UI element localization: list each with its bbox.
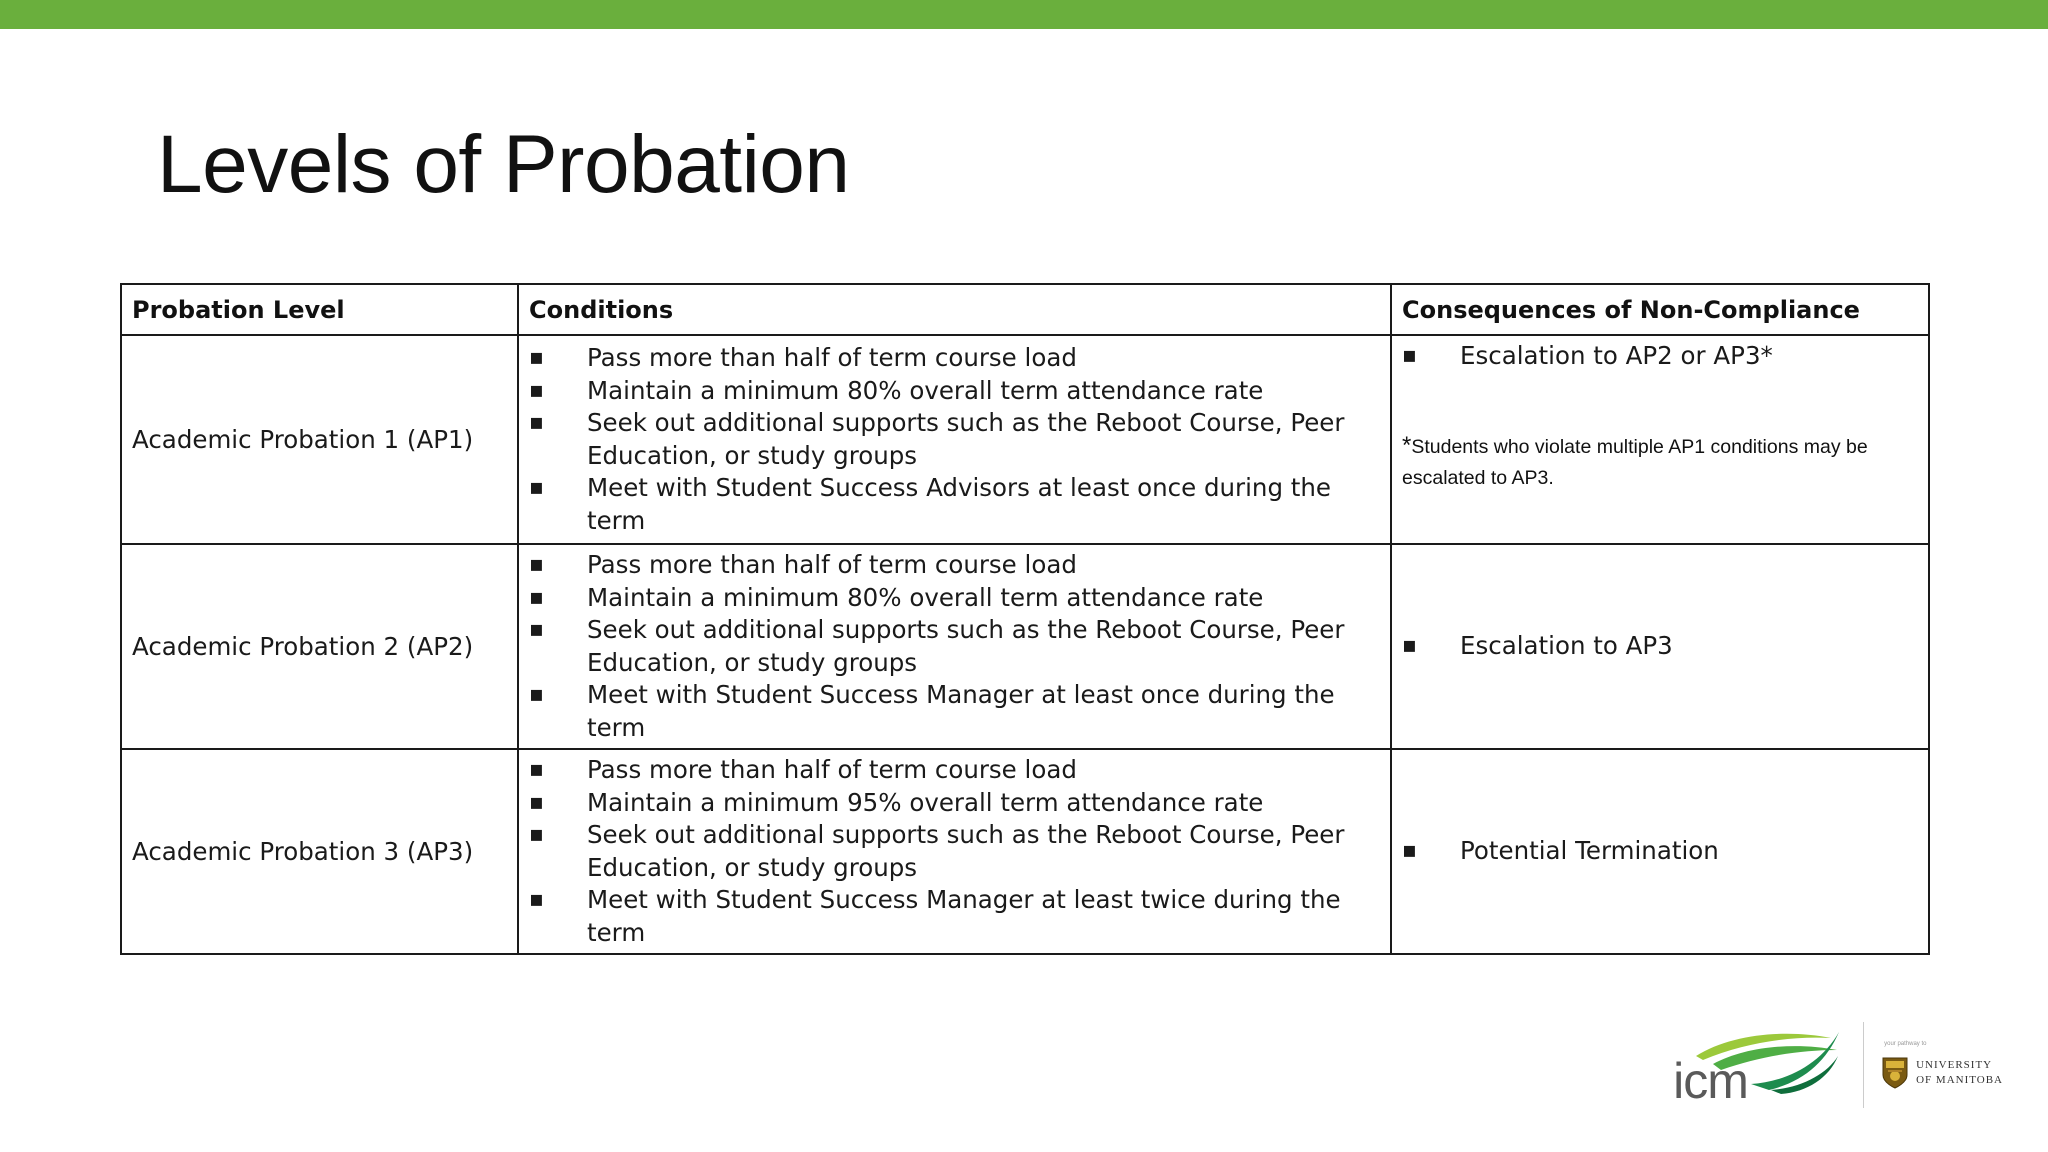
consequences-cell — [1391, 544, 1929, 749]
condition-item: ▪ Maintain a minimum 80% overall term attendance rate — [529, 375, 1380, 408]
conditions-cell — [518, 749, 1391, 954]
consequences-list — [1402, 340, 1918, 373]
um-name-line1: UNIVERSITY — [1916, 1059, 1993, 1071]
header-consequences: Consequences of Non-Compliance — [1391, 284, 1929, 335]
consequence-item: ▪ Escalation to AP3 — [1402, 630, 1918, 663]
condition-item: ▪ Seek out additional supports such as the Reboot Course, Peer Education, or study groups — [529, 407, 1380, 472]
condition-item: ▪ Maintain a minimum 80% overall term attendance rate — [529, 582, 1380, 615]
crest-icon — [1882, 1057, 1908, 1089]
condition-item: ▪ Maintain a minimum 95% overall term attendance rate — [529, 787, 1380, 820]
slide-title: Levels of Probation — [157, 119, 850, 210]
conditions-cell — [518, 544, 1391, 749]
consequences-cell — [1391, 335, 1929, 544]
icm-logo — [1673, 1024, 1843, 1109]
probation-level-cell: Academic Probation 3 (AP3) — [121, 749, 518, 954]
condition-item: ▪ Meet with Student Success Manager at least twice during the term — [529, 884, 1380, 949]
icm-logo-text: icm — [1673, 1053, 1748, 1109]
um-name — [1916, 1058, 2003, 1088]
table-header-row — [121, 284, 1929, 335]
um-logo-row — [1882, 1057, 2003, 1089]
consequence-item: ▪ Escalation to AP2 or AP3* — [1402, 340, 1918, 373]
table-row — [121, 335, 1929, 544]
conditions-list — [529, 549, 1380, 744]
table-row — [121, 749, 1929, 954]
university-of-manitoba-logo — [1882, 1041, 2003, 1089]
condition-item: ▪ Pass more than half of term course load — [529, 549, 1380, 582]
logo-divider — [1863, 1022, 1864, 1108]
header-conditions: Conditions — [518, 284, 1391, 335]
condition-item: ▪ Seek out additional supports such as the Reboot Course, Peer Education, or study groups — [529, 614, 1380, 679]
um-name-line2: OF MANITOBA — [1916, 1074, 2003, 1086]
condition-item: ▪ Pass more than half of term course load — [529, 754, 1380, 787]
footer-logos — [1673, 1022, 2003, 1108]
condition-item: ▪ Pass more than half of term course load — [529, 342, 1380, 375]
conditions-list — [529, 754, 1380, 949]
um-tagline: your pathway to — [1884, 1041, 1927, 1047]
footnote-marker: * — [1402, 431, 1412, 459]
footnote — [1402, 430, 1918, 494]
condition-item: ▪ Meet with Student Success Advisors at least once during the term — [529, 472, 1380, 537]
footnote-text: Students who violate multiple AP1 conditions may be escalated to AP3. — [1402, 435, 1868, 489]
probation-level-cell: Academic Probation 1 (AP1) — [121, 335, 518, 544]
condition-item: ▪ Seek out additional supports such as the Reboot Course, Peer Education, or study groups — [529, 819, 1380, 884]
consequences-list — [1402, 630, 1918, 663]
table-row — [121, 544, 1929, 749]
conditions-cell — [518, 335, 1391, 544]
consequence-item: ▪ Potential Termination — [1402, 835, 1918, 868]
condition-item: ▪ Meet with Student Success Manager at least once during the term — [529, 679, 1380, 744]
consequences-list — [1402, 835, 1918, 868]
header-probation-level: Probation Level — [121, 284, 518, 335]
probation-level-cell: Academic Probation 2 (AP2) — [121, 544, 518, 749]
conditions-list — [529, 342, 1380, 537]
consequences-cell — [1391, 749, 1929, 954]
probation-table — [120, 283, 1930, 955]
top-accent-bar — [0, 0, 2048, 29]
